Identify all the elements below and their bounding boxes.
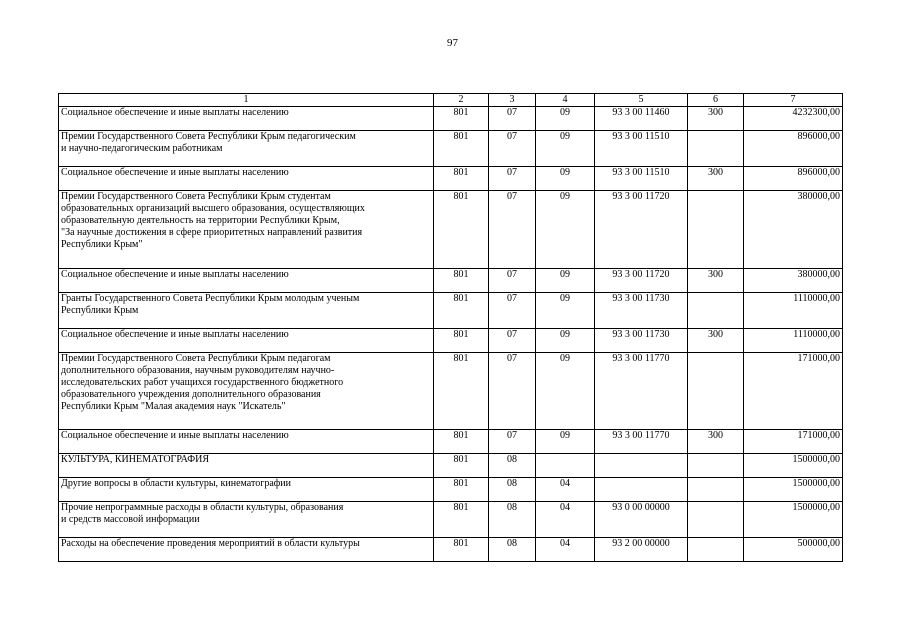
column-header-2: 2 — [434, 94, 489, 107]
row-code-4 — [536, 454, 595, 478]
row-name: Гранты Государственного Совета Республики Крым молодым ученым Республики Крым — [59, 293, 434, 329]
row-code-6: 300 — [688, 167, 744, 191]
row-code-3: 08 — [489, 478, 536, 502]
row-code-4: 09 — [536, 107, 595, 131]
row-amount: 1500000,00 — [744, 454, 843, 478]
row-code-3: 07 — [489, 329, 536, 353]
row-name: Премии Государственного Совета Республики Крым студентам образовательных организаций высшего образования, осуществляющих образовательную деятельность на территории Республики Крым, "За научные достижения в сфере приоритетных направлений развития Республики Крым" — [59, 191, 434, 269]
row-code-6: 300 — [688, 430, 744, 454]
column-header-6: 6 — [688, 94, 744, 107]
row-code-5: 93 3 00 11730 — [595, 293, 688, 329]
row-code-2: 801 — [434, 430, 489, 454]
row-code-6 — [688, 454, 744, 478]
column-header-5: 5 — [595, 94, 688, 107]
row-code-2: 801 — [434, 107, 489, 131]
row-code-5: 93 2 00 00000 — [595, 538, 688, 562]
row-code-4: 09 — [536, 353, 595, 430]
row-code-2: 801 — [434, 353, 489, 430]
row-amount: 896000,00 — [744, 131, 843, 167]
row-code-2: 801 — [434, 538, 489, 562]
row-code-5: 93 3 00 11770 — [595, 430, 688, 454]
row-code-2: 801 — [434, 191, 489, 269]
row-name: Социальное обеспечение и иные выплаты населению — [59, 430, 434, 454]
row-code-6: 300 — [688, 329, 744, 353]
row-amount: 1110000,00 — [744, 329, 843, 353]
row-code-4: 04 — [536, 502, 595, 538]
budget-table — [58, 93, 843, 562]
row-code-4: 04 — [536, 478, 595, 502]
row-code-3: 07 — [489, 430, 536, 454]
row-code-5: 93 3 00 11770 — [595, 353, 688, 430]
row-amount: 500000,00 — [744, 538, 843, 562]
table-row — [59, 329, 843, 353]
row-code-3: 07 — [489, 107, 536, 131]
row-code-5: 93 3 00 11460 — [595, 107, 688, 131]
row-code-2: 801 — [434, 454, 489, 478]
row-code-3: 08 — [489, 502, 536, 538]
row-code-6 — [688, 538, 744, 562]
row-code-4: 09 — [536, 191, 595, 269]
row-code-3: 07 — [489, 167, 536, 191]
page-number: 97 — [447, 37, 458, 49]
row-name: Другие вопросы в области культуры, кинематографии — [59, 478, 434, 502]
table-row — [59, 430, 843, 454]
row-name: Социальное обеспечение и иные выплаты населению — [59, 167, 434, 191]
row-code-5: 93 3 00 11720 — [595, 191, 688, 269]
row-code-3: 07 — [489, 269, 536, 293]
row-code-2: 801 — [434, 329, 489, 353]
row-code-4: 04 — [536, 538, 595, 562]
table-row — [59, 538, 843, 562]
row-name: Социальное обеспечение и иные выплаты населению — [59, 107, 434, 131]
row-amount: 896000,00 — [744, 167, 843, 191]
row-name: Социальное обеспечение и иные выплаты населению — [59, 269, 434, 293]
row-amount: 171000,00 — [744, 430, 843, 454]
row-code-4: 09 — [536, 293, 595, 329]
row-code-3: 07 — [489, 131, 536, 167]
row-code-6 — [688, 478, 744, 502]
table-row — [59, 269, 843, 293]
header-row — [59, 94, 843, 107]
row-code-4: 09 — [536, 329, 595, 353]
table-row — [59, 353, 843, 430]
row-code-6: 300 — [688, 107, 744, 131]
row-name: Прочие непрограммные расходы в области культуры, образования и средств массовой информации — [59, 502, 434, 538]
row-amount: 4232300,00 — [744, 107, 843, 131]
row-code-4: 09 — [536, 167, 595, 191]
table-row — [59, 191, 843, 269]
row-code-2: 801 — [434, 167, 489, 191]
column-header-4: 4 — [536, 94, 595, 107]
row-code-5: 93 0 00 00000 — [595, 502, 688, 538]
row-code-5: 93 3 00 11730 — [595, 329, 688, 353]
row-amount: 380000,00 — [744, 269, 843, 293]
row-name: Премии Государственного Совета Республики Крым педагогам дополнительного образования, научным руководителям научно- исследовательских работ учащихся государственного бюджетного образовательного учреждения дополнительного образования Республики Крым "Малая академия наук "Искатель" — [59, 353, 434, 430]
table-row — [59, 293, 843, 329]
row-amount: 1500000,00 — [744, 478, 843, 502]
row-code-3: 07 — [489, 191, 536, 269]
row-code-3: 08 — [489, 538, 536, 562]
row-name: КУЛЬТУРА, КИНЕМАТОГРАФИЯ — [59, 454, 434, 478]
row-amount: 171000,00 — [744, 353, 843, 430]
row-name: Социальное обеспечение и иные выплаты населению — [59, 329, 434, 353]
row-code-5: 93 3 00 11720 — [595, 269, 688, 293]
table-row — [59, 131, 843, 167]
row-code-4: 09 — [536, 131, 595, 167]
row-code-6 — [688, 353, 744, 430]
row-code-6 — [688, 131, 744, 167]
table-row — [59, 454, 843, 478]
row-code-2: 801 — [434, 131, 489, 167]
row-code-5 — [595, 454, 688, 478]
row-code-2: 801 — [434, 269, 489, 293]
row-code-4: 09 — [536, 269, 595, 293]
table-row — [59, 167, 843, 191]
row-code-5: 93 3 00 11510 — [595, 131, 688, 167]
row-amount: 1500000,00 — [744, 502, 843, 538]
table-row — [59, 478, 843, 502]
column-header-1: 1 — [59, 94, 434, 107]
row-code-6 — [688, 502, 744, 538]
row-code-6 — [688, 191, 744, 269]
row-code-2: 801 — [434, 502, 489, 538]
row-code-3: 07 — [489, 293, 536, 329]
column-header-3: 3 — [489, 94, 536, 107]
row-code-2: 801 — [434, 478, 489, 502]
row-code-6: 300 — [688, 269, 744, 293]
row-code-5 — [595, 478, 688, 502]
table-row — [59, 107, 843, 131]
row-amount: 380000,00 — [744, 191, 843, 269]
row-code-3: 07 — [489, 353, 536, 430]
row-code-4: 09 — [536, 430, 595, 454]
row-amount: 1110000,00 — [744, 293, 843, 329]
column-header-7: 7 — [744, 94, 843, 107]
row-code-6 — [688, 293, 744, 329]
table-row — [59, 502, 843, 538]
row-name: Расходы на обеспечение проведения мероприятий в области культуры — [59, 538, 434, 562]
row-code-5: 93 3 00 11510 — [595, 167, 688, 191]
row-name: Премии Государственного Совета Республики Крым педагогическим и научно-педагогическим работникам — [59, 131, 434, 167]
row-code-3: 08 — [489, 454, 536, 478]
row-code-2: 801 — [434, 293, 489, 329]
